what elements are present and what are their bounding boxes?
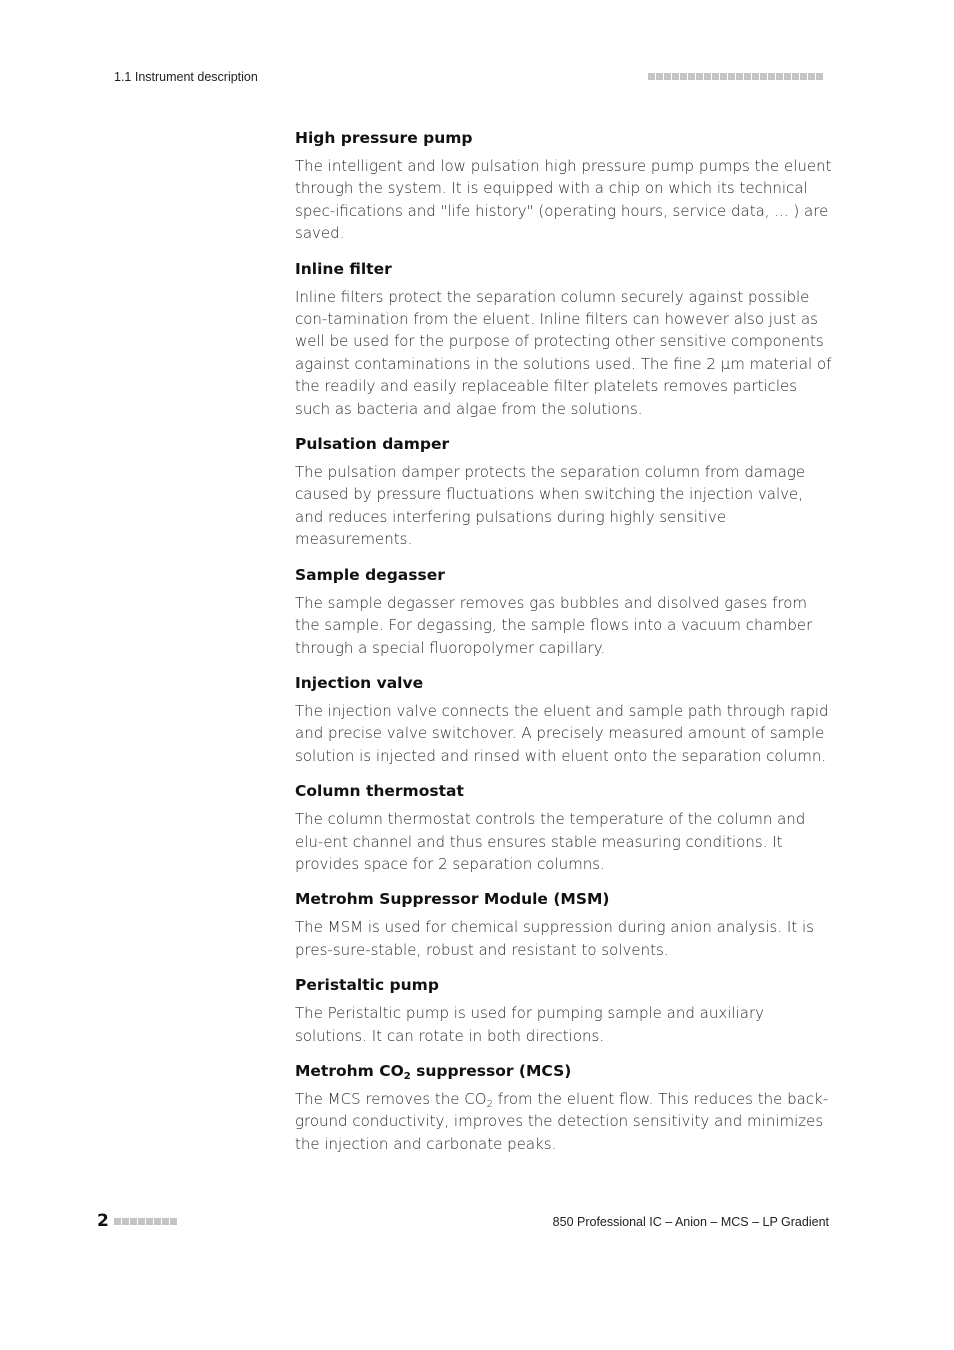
section-heading [295, 1061, 835, 1081]
section-inline-filter [295, 259, 835, 420]
section-co2-suppressor [295, 1061, 835, 1155]
section-heading: Inline filter [295, 259, 392, 278]
body-subscript: 2 [486, 1098, 493, 1110]
document-title: 850 Professional IC – Anion – MCS – LP Gradient [552, 1215, 829, 1229]
section-heading: Pulsation damper [295, 435, 450, 454]
section-body: The sample degasser removes gas bubbles and disolved gases from the sample. For degassing, the sample flows into a vacuum chamber through a special fluoropolymer capillary. [295, 593, 813, 657]
main-content [295, 128, 835, 1169]
section-heading: Sample degasser [295, 565, 445, 584]
section-body: The column thermostat controls the temperature of the column and elu-ent channel and thus ensures stable measuring conditions. It provides space for 2 separation columns. [295, 810, 806, 873]
section-body: The injection valve connects the eluent and sample path through rapid and precise valve switchover. A precisely measured amount of sample solution is injected and rinsed with eluent onto the separation column. [295, 701, 829, 765]
section-body: The Peristaltic pump is used for pumping sample and auxiliary solutions. It can rotate in both directions. [295, 1004, 764, 1045]
header-decorative-dots [648, 73, 823, 80]
section-body: Inline filters protect the separation column securely against possible con-tamination from the eluent. Inline filters can however also just as well be used for the purpose of protecting other sensitive components against contaminations in the solutions used. The fine 2 µm material of the readily and easily replaceable filter platelets removes particles such as bacteria and algae from the solutions. [295, 287, 832, 418]
section-pulsation-damper [295, 434, 835, 551]
section-sample-degasser [295, 565, 835, 659]
section-high-pressure-pump [295, 128, 835, 245]
section-suppressor-module [295, 889, 835, 961]
heading-pre: Metrohm CO [295, 1061, 404, 1080]
section-heading: High pressure pump [295, 129, 473, 147]
section-body: The MSM is used for chemical suppression during anion analysis. It is pres-sure-stable, robust and resistant to solvents. [295, 918, 814, 959]
heading-subscript: 2 [403, 1070, 411, 1082]
section-body: The pulsation damper protects the separation column from damage caused by pressure fluctuations when switching the injection valve, and reduces interfering pulsations during highly sensitive measurements. [295, 463, 806, 549]
section-peristaltic-pump [295, 975, 835, 1047]
section-heading: Column thermostat [295, 782, 464, 801]
section-column-thermostat [295, 781, 835, 875]
section-heading: Injection valve [295, 673, 424, 692]
section-heading: Metrohm Suppressor Module (MSM) [295, 890, 610, 909]
page-number: 2 [97, 1211, 109, 1231]
running-header-section: 1.1 Instrument description [114, 70, 258, 84]
heading-post: suppressor (MCS) [410, 1061, 572, 1080]
section-injection-valve [295, 673, 835, 767]
footer-decorative-dots [114, 1218, 177, 1225]
section-body [295, 1088, 835, 1155]
section-heading: Peristaltic pump [295, 976, 439, 995]
section-body: The intelligent and low pulsation high pressure pump pumps the eluent through the system. It is equipped with a chip on which its technical spec-ifications and "life history" (operating hours, service data, ... ) are saved. [295, 157, 832, 243]
body-pre: The MCS removes the CO [295, 1089, 487, 1108]
body-post: from the eluent flow. This reduces the back-ground conductivity, improves the detection sensitivity and minimizes the injection and carbonate peaks. [295, 1089, 829, 1153]
